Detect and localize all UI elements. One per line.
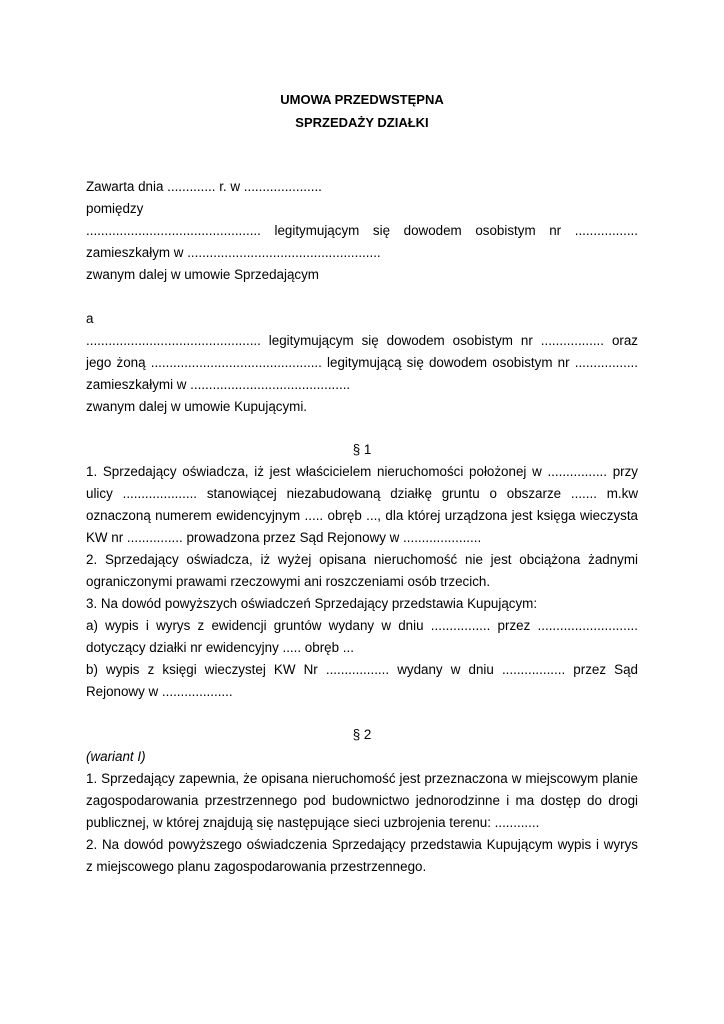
section-2-line: zagospodarowania przestrzennego pod budownictwo jednorodzinne i ma dostęp do drogi (86, 793, 638, 808)
section-1-line: b) wypis z księgi wieczystej KW Nr ................. wydany w dniu ................. przez Sąd (86, 662, 638, 677)
and-line: a (86, 311, 94, 326)
section-2-heading: § 2 (352, 727, 372, 742)
section-1-line: KW nr ............... prowadzona przez Sąd Rejonowy w ..................... (86, 530, 482, 545)
section-2-line: z miejscowego planu zagospodarowania przestrzennego. (86, 859, 427, 874)
seller-address-line: zamieszkałym w .................................................... (86, 245, 381, 260)
section-1-line: a) wypis i wyrys z ewidencji gruntów wydany w dniu ................ przez ........................... (86, 618, 638, 633)
document-page (86, 0, 638, 1024)
between-line: pomiędzy (86, 201, 144, 216)
buyers-designation-line: zwanym dalej w umowie Kupującymi. (86, 399, 308, 414)
section-2-line: 2. Na dowód powyższego oświadczenia Sprzedający przedstawia Kupującym wypis i wyrys (86, 837, 638, 852)
section-2-line: 1. Sprzedający zapewnia, że opisana nieruchomość jest przeznaczona w miejscowym planie (86, 771, 638, 786)
section-1-line: oznaczoną numerem ewidencyjnym ..... obręb ..., dla której urządzona jest księga wieczysta (86, 508, 638, 523)
seller-designation-line: zwanym dalej w umowie Sprzedającym (86, 267, 319, 282)
section-2-variant-label: (wariant I) (86, 749, 146, 764)
document-title-line-2: SPRZEDAŻY DZIAŁKI (295, 115, 429, 130)
contract-date-line: Zawarta dnia ............. r. w ..................... (86, 179, 322, 194)
buyer-id-line: ............................................... legitymującym się dowodem osobistym nr ................. oraz (86, 333, 638, 348)
section-2-line: publicznej, w której znajdują się następujące sieci uzbrojenia terenu: ............ (86, 815, 540, 830)
section-1-line: Rejonowy w ................... (86, 684, 233, 699)
buyers-address-line: zamieszkałymi w ........................................... (86, 377, 351, 392)
section-1-heading: § 1 (352, 442, 372, 457)
document-title-line-1: UMOWA PRZEDWSTĘPNA (280, 92, 444, 107)
buyer-wife-id-line: jego żoną .............................................. legitymującą się dowodem osobistym nr ................. (86, 355, 638, 370)
section-1-line: 2. Sprzedający oświadcza, iż wyżej opisana nieruchomość nie jest obciążona żadnymi (86, 552, 638, 567)
seller-id-line: ............................................... legitymującym się dowodem osobistym nr ................. (86, 223, 638, 238)
section-1-line: ograniczonymi prawami rzeczowymi ani roszczeniami osób trzecich. (86, 574, 491, 589)
section-1-line: ulicy .................... stanowiącej niezabudowaną działkę gruntu o obszarze ....... m.kw (86, 486, 638, 501)
section-1-line: 3. Na dowód powyższych oświadczeń Sprzedający przedstawia Kupującym: (86, 596, 538, 611)
section-1-line: dotyczący działki nr ewidencyjny ..... obręb ... (86, 640, 354, 655)
section-1-line: 1. Sprzedający oświadcza, iż jest właścicielem nieruchomości położonej w ................ przy (86, 464, 638, 479)
